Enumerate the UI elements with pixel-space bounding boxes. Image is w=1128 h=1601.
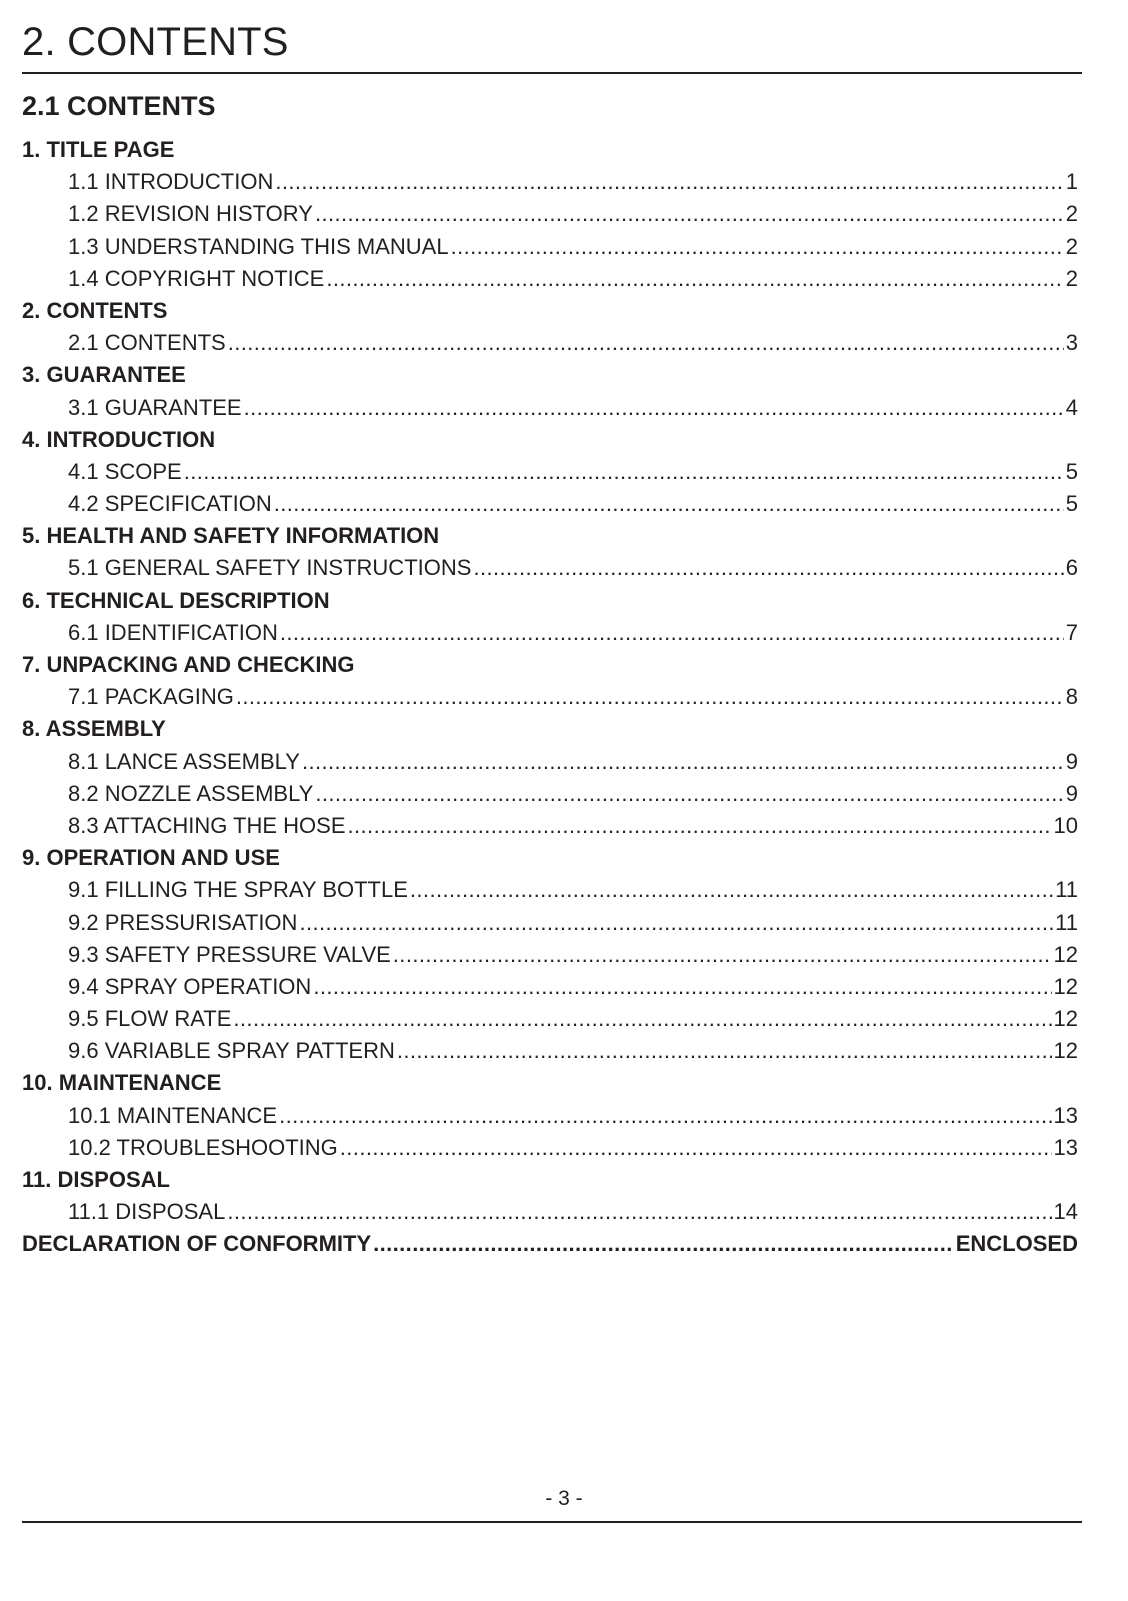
- toc-entry-understanding-manual: [22, 231, 1078, 263]
- toc-entry-label: 8.3 ATTACHING THE HOSE: [68, 812, 346, 838]
- toc-chapter-guarantee: [22, 359, 1078, 391]
- section-title: 2.1 CONTENTS: [22, 91, 216, 121]
- toc-entry-label: 9.6 VARIABLE SPRAY PATTERN: [68, 1038, 395, 1064]
- toc-entry-label: 9.5 FLOW RATE: [68, 1006, 232, 1032]
- dot-leader: [340, 1132, 1052, 1164]
- dot-leader: [348, 810, 1052, 842]
- toc-entry-troubleshooting: [22, 1132, 1078, 1164]
- toc-entry-page: 6: [1065, 555, 1078, 581]
- toc-entry-page: 12: [1053, 1038, 1078, 1064]
- toc-chapter-label: 7. UNPACKING AND CHECKING: [22, 652, 355, 677]
- toc-chapter-label: 1. TITLE PAGE: [22, 137, 175, 162]
- toc-chapter-label: 6. TECHNICAL DESCRIPTION: [22, 587, 330, 613]
- toc-entry-page: 12: [1053, 1006, 1078, 1032]
- toc-entry-page: 1: [1065, 169, 1078, 195]
- toc-entry-label: 1.3 UNDERSTANDING THIS MANUAL: [68, 233, 449, 259]
- toc-entry-flow-rate: [22, 1003, 1078, 1035]
- toc-entry-filling-bottle: [22, 874, 1078, 906]
- toc-entry-label: 9.1 FILLING THE SPRAY BOTTLE: [68, 877, 408, 903]
- toc-entry-page: 13: [1053, 1102, 1078, 1128]
- dot-leader: [315, 198, 1064, 230]
- page-number: - 3 -: [545, 1487, 583, 1510]
- toc-entry-page: 10: [1053, 812, 1078, 838]
- toc-entry-label: 1.4 COPYRIGHT NOTICE: [68, 265, 325, 291]
- toc-entry-label: 4.1 SCOPE: [68, 458, 182, 484]
- toc-entry-page: 13: [1053, 1134, 1078, 1160]
- dot-leader: [451, 231, 1064, 263]
- toc-entry-contents: [22, 327, 1078, 359]
- footer-divider: [22, 1521, 1082, 1523]
- toc-entry-label: 3.1 GUARANTEE: [68, 394, 242, 420]
- toc-chapter-technical-description: [22, 585, 1078, 617]
- toc-entry-page: 2: [1065, 265, 1078, 291]
- toc-entry-general-safety: [22, 552, 1078, 584]
- toc-chapter-label: 4. INTRODUCTION: [22, 426, 216, 452]
- dot-leader: [393, 939, 1052, 971]
- header-divider: [22, 72, 1082, 74]
- toc-entry-spray-operation: [22, 971, 1078, 1003]
- toc-chapter-operation-use: [22, 842, 1078, 874]
- toc-entry-page: 7: [1065, 619, 1078, 645]
- toc-entry-page: 8: [1065, 684, 1078, 710]
- toc-entry-page: ENCLOSED: [955, 1231, 1078, 1257]
- toc-chapter-unpacking: [22, 649, 1078, 681]
- toc-entry-page: 2: [1065, 201, 1078, 227]
- toc-entry-label: 11.1 DISPOSAL: [68, 1199, 226, 1225]
- toc-entry-label: 1.2 REVISION HISTORY: [68, 201, 313, 227]
- toc-chapter-label: 11. DISPOSAL: [22, 1167, 170, 1192]
- toc-chapter-assembly: [22, 713, 1078, 745]
- dot-leader: [302, 746, 1064, 778]
- toc-entry-page: 9: [1065, 780, 1078, 806]
- toc-entry-spray-pattern: [22, 1035, 1078, 1067]
- toc-chapter-label: 5. HEALTH AND SAFETY INFORMATION: [22, 523, 440, 549]
- toc-entry-page: 2: [1065, 233, 1078, 259]
- toc-entry-page: 9: [1065, 748, 1078, 774]
- toc-entry-revision-history: [22, 198, 1078, 230]
- toc-entry-disposal: [22, 1196, 1078, 1228]
- dot-leader: [299, 907, 1053, 939]
- toc-entry-label: 4.2 SPECIFICATION: [68, 491, 272, 517]
- dot-leader: [473, 552, 1063, 584]
- toc-entry-label: 8.1 LANCE ASSEMBLY: [68, 748, 300, 774]
- toc-chapter-maintenance: [22, 1067, 1078, 1099]
- toc-entry-attaching-hose: [22, 810, 1078, 842]
- toc-entry-page: 11: [1055, 909, 1078, 935]
- dot-leader: [275, 166, 1063, 198]
- toc-entry-page: 12: [1053, 941, 1078, 967]
- toc-entry-packaging: [22, 681, 1078, 713]
- toc-entry-introduction: [22, 166, 1078, 198]
- dot-leader: [274, 488, 1064, 520]
- toc-entry-lance-assembly: [22, 746, 1078, 778]
- dot-leader: [244, 392, 1064, 424]
- toc-entry-page: 14: [1053, 1199, 1078, 1225]
- toc-entry-label: 9.2 PRESSURISATION: [68, 909, 298, 935]
- table-of-contents: [22, 134, 1078, 1261]
- toc-entry-page: 5: [1065, 458, 1078, 484]
- toc-entry-label: 9.3 SAFETY PRESSURE VALVE: [68, 941, 391, 967]
- toc-entry-maintenance: [22, 1100, 1078, 1132]
- page-header-title: 2. CONTENTS: [22, 20, 289, 64]
- toc-entry-label: 8.2 NOZZLE ASSEMBLY: [68, 780, 314, 806]
- dot-leader: [326, 263, 1063, 295]
- toc-chapter-introduction: [22, 424, 1078, 456]
- toc-chapter-label: 3. GUARANTEE: [22, 362, 186, 388]
- toc-entry-label: 10.2 TROUBLESHOOTING: [68, 1134, 338, 1160]
- toc-chapter-disposal: [22, 1164, 1078, 1196]
- dot-leader: [397, 1035, 1052, 1067]
- dot-leader: [279, 1100, 1051, 1132]
- toc-entry-identification: [22, 617, 1078, 649]
- toc-entry-label: DECLARATION OF CONFORMITY: [22, 1231, 372, 1257]
- dot-leader: [410, 874, 1053, 906]
- toc-entry-page: 3: [1065, 330, 1078, 356]
- toc-entry-scope: [22, 456, 1078, 488]
- toc-entry-declaration: [22, 1228, 1078, 1260]
- toc-entry-label: 5.1 GENERAL SAFETY INSTRUCTIONS: [68, 555, 472, 581]
- toc-chapter-contents: [22, 295, 1078, 327]
- toc-entry-specification: [22, 488, 1078, 520]
- dot-leader: [184, 456, 1064, 488]
- toc-chapter-label: 2. CONTENTS: [22, 297, 168, 323]
- toc-entry-label: 6.1 IDENTIFICATION: [68, 619, 278, 645]
- toc-chapter-label: 10. MAINTENANCE: [22, 1070, 222, 1096]
- toc-chapter-label: 9. OPERATION AND USE: [22, 845, 280, 871]
- dot-leader: [315, 778, 1063, 810]
- toc-chapter-title-page: [22, 134, 1078, 166]
- toc-entry-label: 7.1 PACKAGING: [68, 684, 234, 710]
- dot-leader: [228, 327, 1064, 359]
- toc-entry-page: 12: [1053, 973, 1078, 999]
- toc-entry-page: 4: [1065, 394, 1078, 420]
- dot-leader: [236, 681, 1064, 713]
- toc-entry-copyright-notice: [22, 263, 1078, 295]
- dot-leader: [280, 617, 1064, 649]
- toc-entry-pressurisation: [22, 907, 1078, 939]
- toc-entry-label: 2.1 CONTENTS: [68, 330, 226, 356]
- dot-leader: [233, 1003, 1051, 1035]
- dot-leader: [313, 971, 1051, 1003]
- toc-chapter-health-safety: [22, 520, 1078, 552]
- toc-entry-page: 5: [1065, 491, 1078, 517]
- toc-entry-page: 11: [1055, 877, 1078, 903]
- toc-entry-label: 9.4 SPRAY OPERATION: [68, 973, 312, 999]
- toc-entry-label: 1.1 INTRODUCTION: [68, 169, 274, 195]
- toc-entry-nozzle-assembly: [22, 778, 1078, 810]
- dot-leader: [373, 1228, 954, 1260]
- toc-entry-safety-valve: [22, 939, 1078, 971]
- dot-leader: [227, 1196, 1051, 1228]
- toc-entry-label: 10.1 MAINTENANCE: [68, 1102, 278, 1128]
- toc-chapter-label: 8. ASSEMBLY: [22, 716, 166, 742]
- toc-entry-guarantee: [22, 392, 1078, 424]
